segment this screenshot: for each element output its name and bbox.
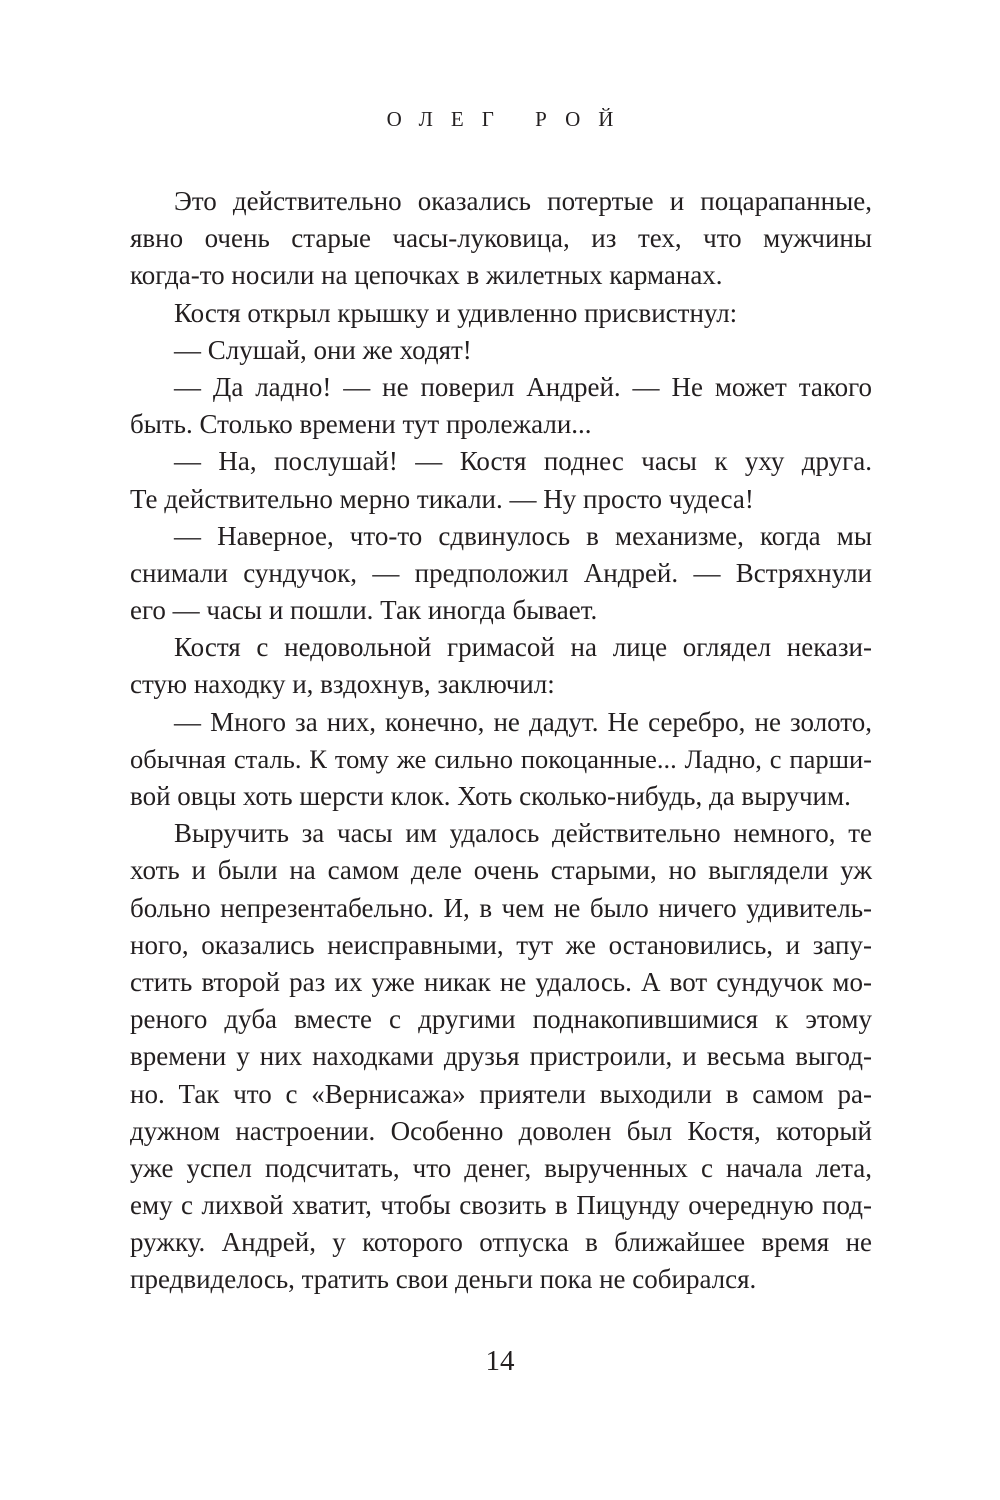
text-line: — Много за них, конечно, не дадут. Не серебро, не золото, <box>174 706 872 737</box>
text-line: дужном настроении. Особенно доволен был Костя, который <box>130 1115 872 1146</box>
text-line: предвиделось, тратить свои деньги пока не собирался. <box>130 1264 757 1295</box>
text-line: когда-то носили на цепочках в жилетных карманах. <box>130 260 723 291</box>
text-line: его — часы и пошли. Так иногда бывает. <box>130 595 598 626</box>
text-line: Это действительно оказались потертые и поцарапанные, <box>174 186 872 216</box>
text-line: вой овцы хоть шерсти клок. Хоть сколько-нибудь, да выручим. <box>130 781 851 811</box>
text-line: — Да ладно! — не поверил Андрей. — Не может такого <box>174 371 872 402</box>
text-line: ного, оказались неисправными, тут же остановились, и запу- <box>130 929 872 960</box>
text-line: времени у них находками друзья пристроили, и весьма выгод- <box>130 1041 872 1072</box>
text-line: стую находку и, вздохнув, заключил: <box>130 669 555 700</box>
text-line: Костя с недовольной гримасой на лице оглядел некази- <box>174 632 872 663</box>
text-line: стить второй раз их уже никак не удалось. А вот сундучок мо- <box>130 966 872 997</box>
text-line: Те действительно мерно тикали. — Ну просто чудеса! <box>130 483 754 514</box>
text-line: обычная сталь. К тому же сильно покоцанные... Ладно, с парши- <box>130 743 872 774</box>
text-line: — На, послушай! — Костя поднес часы к уху друга. <box>174 446 872 477</box>
running-head-author: ОЛЕГ РОЙ <box>386 107 632 131</box>
text-line: Выручить за часы им удалось действительно немного, те <box>174 818 872 849</box>
text-line: — Слушай, они же ходят! <box>174 334 472 365</box>
text-line: явно очень старые часы-луковица, из тех, что мужчины <box>130 223 872 254</box>
text-line: быть. Столько времени тут пролежали... <box>130 409 592 440</box>
text-line: но. Так что с «Вернисажа» приятели выходили в самом ра- <box>130 1078 872 1109</box>
text-line: больно непрезентабельно. И, в чем не было ничего удивитель- <box>130 892 872 923</box>
text-line: хоть и были на самом деле очень старыми, но выглядели уж <box>130 855 872 886</box>
page-body-text <box>130 183 872 1299</box>
text-line: Костя открыл крышку и удивленно присвистнул: <box>174 297 738 328</box>
text-line: ему с лихвой хватит, чтобы свозить в Пицунду очередную под- <box>130 1190 872 1221</box>
text-line: ружку. Андрей, у которого отпуска в ближайшее время не <box>130 1227 872 1258</box>
text-line: уже успел подсчитать, что денег, вырученных с начала лета, <box>130 1152 872 1183</box>
text-line: реного дуба вместе с другими поднакопившимися к этому <box>130 1004 872 1035</box>
text-line: снимали сундучок, — предположил Андрей. — Встряхнули <box>130 557 872 588</box>
page-number: 14 <box>485 1345 515 1377</box>
text-line: — Наверное, что-то сдвинулось в механизме, когда мы <box>174 520 872 551</box>
